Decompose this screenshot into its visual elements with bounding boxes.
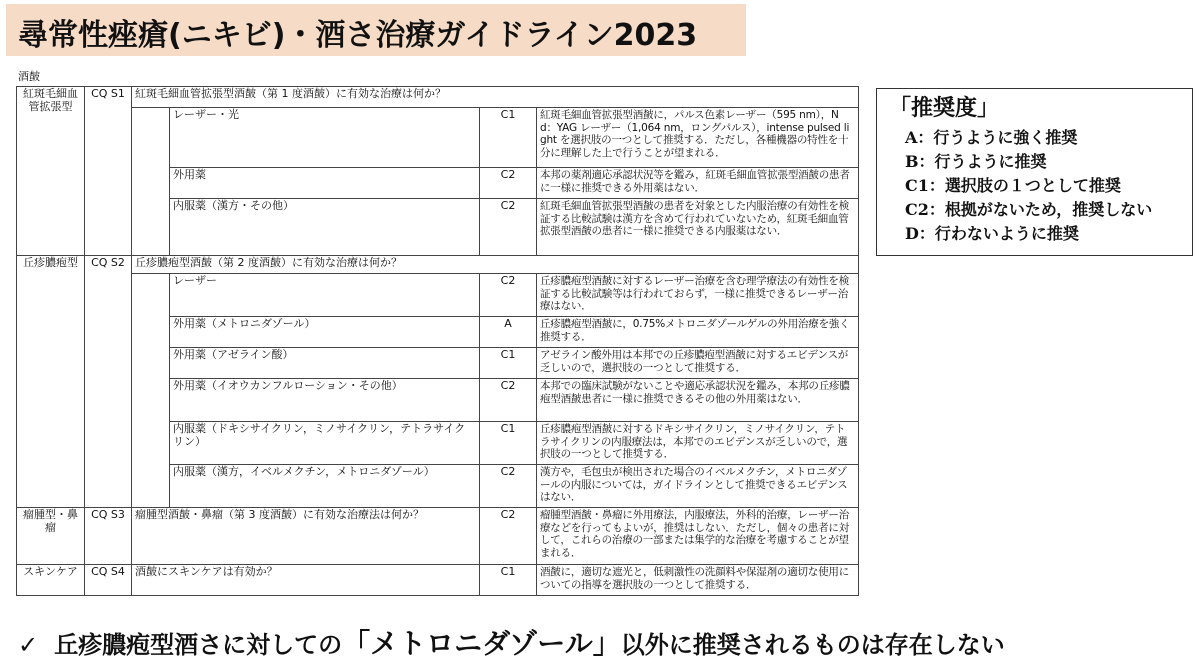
treatment-cell: 外用薬（アゼライン酸） (170, 348, 480, 379)
legend-title: 「推奨度」 (889, 96, 1000, 121)
treatment-cell: レーザー (170, 274, 480, 317)
category-cell: 紅斑毛細血管拡張型 (17, 87, 85, 256)
description-cell: 本邦の薬剤適応承認状況等を鑑み，紅斑毛細血管拡張型酒皶の患者に一様に推奨できる外用薬はない． (537, 168, 859, 199)
description-cell: 丘疹膿疱型酒皶に対するレーザー治療を含む理学療法の有効性を検証する比較試験等は行われておらず，一様に推奨できるレーザー治療はない． (537, 274, 859, 317)
table-row (17, 108, 859, 168)
description-cell: 紅斑毛細血管拡張型酒皶の患者を対象とした内服治療の有効性を検証する比較試験は漢方を含めて行われていないため，紅斑毛細血管拡張型酒皶の患者に一様に推奨できる内服薬はない． (537, 199, 859, 256)
treatment-cell: 外用薬（メトロニダゾール） (170, 317, 480, 348)
grade-cell: C1 (480, 565, 537, 596)
description-cell: 本邦での臨床試験がないことや適応承認状況を鑑み，本邦の丘疹膿疱型酒皶患者に一様に推奨できるその他の外用薬はない． (537, 379, 859, 422)
question-cell: 紅斑毛細血管拡張型酒皶（第 1 度酒皶）に有効な治療は何か？ (132, 87, 859, 108)
legend-item-c1: C1：選択肢の１つとして推奨 (905, 176, 1121, 195)
legend-item-c2: C2：根拠がないため，推奨しない (905, 200, 1153, 219)
description-cell: アゼライン酸外用は本邦での丘疹膿疱型酒皶に対するエビデンスが乏しいので，選択肢の一つとして推奨する． (537, 348, 859, 379)
description-cell: 漢方や，毛包虫が検出された場合のイベルメクチン，メトロニダゾールの内服については，ガイドラインとして推奨できるエビデンスはない． (537, 465, 859, 508)
treatment-cell: 内服薬（漢方，イベルメクチン，メトロニダゾール） (170, 465, 480, 508)
cq-cell: CQ S4 (85, 565, 132, 596)
treatment-cell: 外用薬 (170, 168, 480, 199)
grade-cell: C2 (480, 508, 537, 565)
recommendation-legend (876, 88, 1193, 256)
table-row (17, 565, 859, 596)
conclusion-text (18, 622, 1005, 662)
legend-item-d: D：行わないように推奨 (905, 224, 1079, 243)
description-cell: 紅斑毛細血管拡張型酒皶に，パルス色素レーザー（595 nm），Nd：YAG レーザー（1,064 nm，ロングパルス），intense pulsed light を選択肢の一つとして推奨する．ただし，各種機器の特性を十分に理解した上で行うことが望まれる． (537, 108, 859, 168)
indent-cell (132, 274, 170, 508)
check-icon: ✓ (18, 631, 39, 659)
treatment-cell: 内服薬（ドキシサイクリン，ミノサイクリン，テトラサイクリン） (170, 422, 480, 465)
grade-cell: C1 (480, 348, 537, 379)
cq-cell: CQ S1 (85, 87, 132, 256)
page-title: 尋常性痤瘡(ニキビ)・酒さ治療ガイドライン2023 (6, 4, 746, 56)
table-row (17, 87, 859, 108)
section-label: 酒皶 (18, 70, 40, 83)
grade-cell: C2 (480, 199, 537, 256)
conclusion-highlight: 「メトロニダゾール」 (342, 627, 621, 660)
description-cell: 丘疹膿疱型酒皶に対するドキシサイクリン，ミノサイクリン，テトラサイクリンの内服療法は，本邦でのエビデンスが乏しいので，選択肢の一つとして推奨する． (537, 422, 859, 465)
treatment-cell: レーザー・光 (170, 108, 480, 168)
grade-cell: C2 (480, 168, 537, 199)
question-cell: 丘疹膿疱型酒皶（第 2 度酒皶）に有効な治療は何か？ (132, 256, 859, 274)
category-cell: 瘤腫型・鼻瘤 (17, 508, 85, 565)
grade-cell: A (480, 317, 537, 348)
treatment-cell: 外用薬（イオウカンフルローション・その他） (170, 379, 480, 422)
indent-cell (132, 108, 170, 256)
description-cell: 瘤腫型酒皶・鼻瘤に外用療法，内服療法，外科的治療，レーザー治療などを行ってもよいが，推奨はしない．ただし，個々の患者に対して，これらの治療の一部または集学的な治療を考慮することが望まれる． (537, 508, 859, 565)
guideline-table (16, 86, 859, 596)
grade-cell: C1 (480, 422, 537, 465)
grade-cell: C1 (480, 108, 537, 168)
table-row (17, 256, 859, 274)
question-cell: 瘤腫型酒皶・鼻瘤（第 3 度酒皶）に有効な治療法は何か？ (132, 508, 480, 565)
legend-item-b: B：行うように推奨 (905, 152, 1047, 171)
table-row (17, 508, 859, 565)
cq-cell: CQ S2 (85, 256, 132, 508)
description-cell: 酒皶に，適切な遮光と，低刺激性の洗顔料や保湿剤の適切な使用についての指導を選択肢の一つとして推奨する． (537, 565, 859, 596)
grade-cell: C2 (480, 274, 537, 317)
description-cell: 丘疹膿疱型酒皶に，0.75%メトロニダゾールゲルの外用治療を強く推奨する． (537, 317, 859, 348)
conclusion-pre: 丘疹膿疱型酒さに対しての (54, 631, 343, 659)
legend-item-a: A：行うように強く推奨 (905, 128, 1078, 147)
category-cell: スキンケア (17, 565, 85, 596)
table-row (17, 274, 859, 317)
cq-cell: CQ S3 (85, 508, 132, 565)
conclusion-post: 以外に推奨されるものは存在しない (620, 631, 1005, 659)
grade-cell: C2 (480, 465, 537, 508)
category-cell: 丘疹膿疱型 (17, 256, 85, 508)
question-cell: 酒皶にスキンケアは有効か？ (132, 565, 480, 596)
treatment-cell: 内服薬（漢方・その他） (170, 199, 480, 256)
grade-cell: C2 (480, 379, 537, 422)
